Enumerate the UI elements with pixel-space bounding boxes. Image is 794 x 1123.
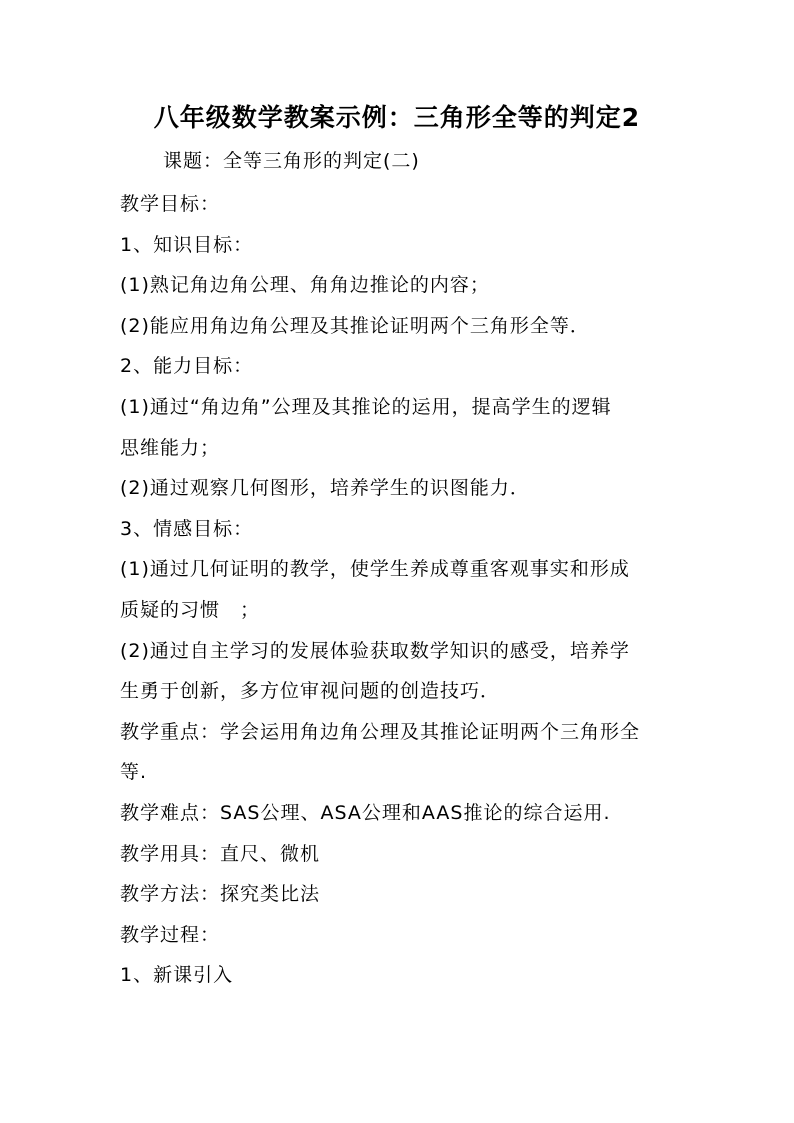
text-line-difficulties: 教学难点：SAS公理、ASA公理和AAS推论的综合运用. xyxy=(120,801,611,824)
text-line: (2)通过自主学习的发展体验获取数学知识的感受，培养学 xyxy=(120,639,630,662)
text-line-ability-goals: 2、能力目标： xyxy=(120,355,254,378)
document-title: 八年级数学教案示例：三角形全等的判定2 xyxy=(153,103,641,132)
text-line: (2)能应用角边角公理及其推论证明两个三角形全等． xyxy=(120,314,590,337)
text-line: (1)通过几何证明的教学，使学生养成尊重客观事实和形成 xyxy=(120,558,630,581)
text-line-knowledge-goals: 1、知识目标： xyxy=(120,233,254,256)
text-line-teaching-goals: 教学目标： xyxy=(120,193,221,215)
text-line-teaching-tools: 教学用具：直尺、微机 xyxy=(120,842,321,865)
text-line-teaching-method: 教学方法：探究类比法 xyxy=(120,883,321,906)
text-line-key-points: 教学重点：学会运用角边角公理及其推论证明两个三角形全 xyxy=(120,720,641,743)
text-line: 质疑的习惯 ； xyxy=(120,598,261,621)
text-line: 等. xyxy=(120,761,148,784)
text-line: 思维能力； xyxy=(120,436,221,459)
text-line-emotion-goals: 3、情感目标： xyxy=(120,517,254,540)
text-line: (1)通过“角边角”公理及其推论的运用，提高学生的逻辑 xyxy=(120,395,612,418)
text-line: (1)熟记角边角公理、角角边推论的内容； xyxy=(120,274,490,297)
document-body xyxy=(120,184,680,996)
lesson-subtitle: 课题：全等三角形的判定(二) xyxy=(163,150,420,172)
text-line: 生勇于创新，多方位审视问题的创造技巧． xyxy=(120,680,501,703)
text-line-new-lesson-intro: 1、新课引入 xyxy=(120,964,234,987)
text-line: (2)通过观察几何图形，培养学生的识图能力． xyxy=(120,477,530,500)
text-line-teaching-process: 教学过程： xyxy=(120,923,221,946)
